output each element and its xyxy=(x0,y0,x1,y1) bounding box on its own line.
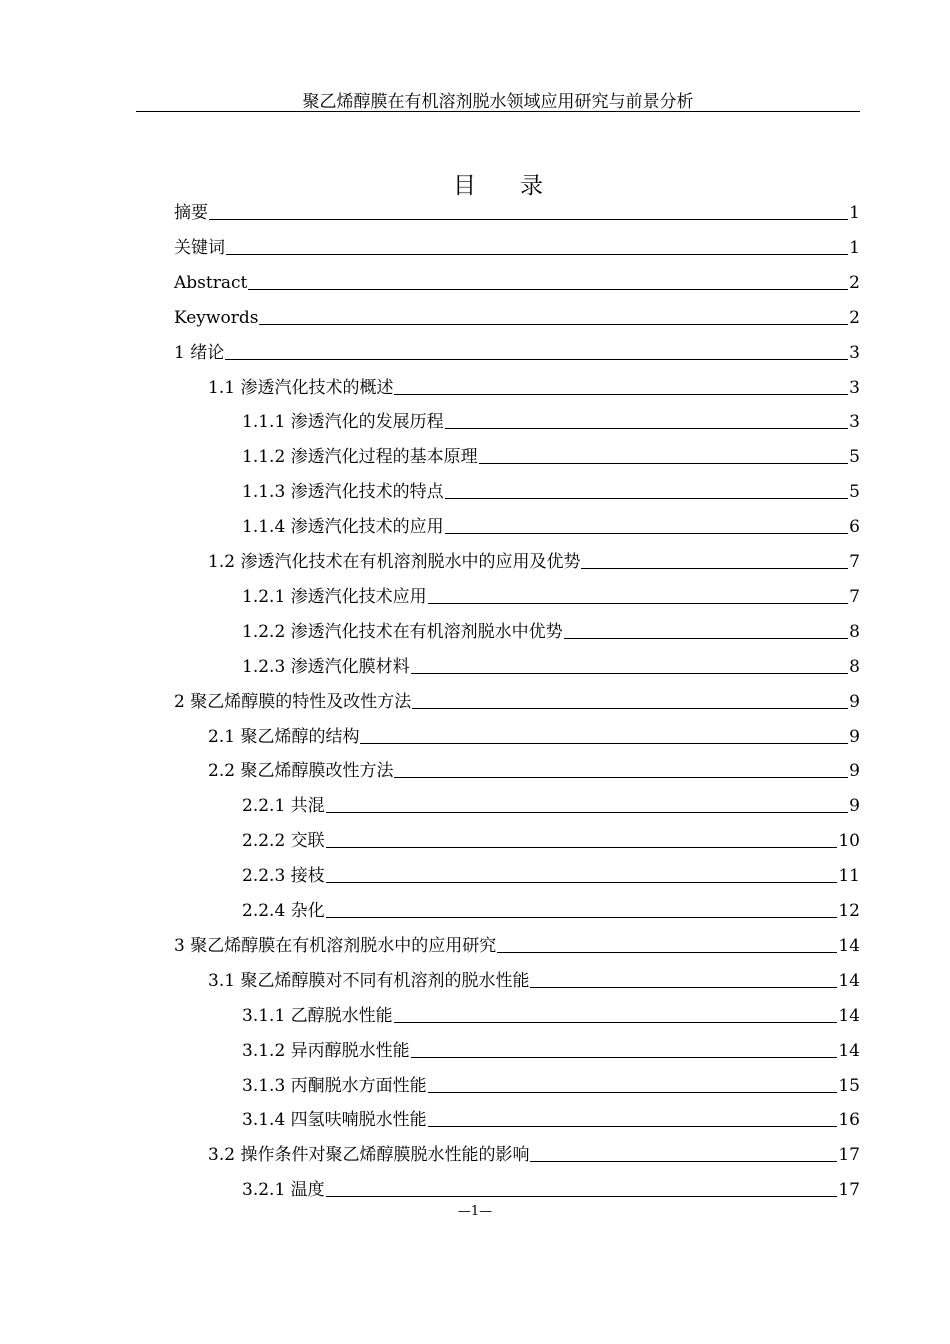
toc-entry[interactable] xyxy=(174,687,860,713)
toc-entry-page: 3 xyxy=(849,378,860,398)
toc-entry-page: 2 xyxy=(849,273,860,293)
toc-entry-label: 2.2.1 共混 xyxy=(242,796,325,816)
toc-entry-label: 1.1.4 渗透汽化技术的应用 xyxy=(242,517,444,537)
toc-entry-label: 2.2 聚乙烯醇膜改性方法 xyxy=(208,761,394,781)
toc-entry[interactable] xyxy=(242,407,860,433)
toc-entry-label: 2.2.3 接枝 xyxy=(242,866,325,886)
toc-entry-page: 12 xyxy=(838,901,860,921)
toc-entry-label: 1.1.1 渗透汽化的发展历程 xyxy=(242,412,444,432)
toc-entry-page: 9 xyxy=(849,727,860,747)
toc-entry[interactable] xyxy=(242,442,860,468)
toc-entry[interactable] xyxy=(242,617,860,643)
toc-entry-page: 9 xyxy=(849,761,860,781)
toc-entry-page: 14 xyxy=(838,936,860,956)
toc-entry[interactable] xyxy=(242,1036,860,1062)
toc-entry[interactable] xyxy=(174,303,860,329)
toc-leader-line xyxy=(225,359,848,360)
toc-entry[interactable] xyxy=(208,722,860,748)
toc-leader-line xyxy=(428,1126,838,1127)
toc-entry[interactable] xyxy=(174,198,860,224)
toc-leader-line xyxy=(445,428,849,429)
toc-entry-page: 10 xyxy=(838,831,860,851)
toc-leader-line xyxy=(428,1092,838,1093)
toc-entry-label: 1.2 渗透汽化技术在有机溶剂脱水中的应用及优势 xyxy=(208,552,581,572)
toc-entry-page: 2 xyxy=(849,308,860,328)
toc-entry[interactable] xyxy=(242,477,860,503)
toc-entry-page: 3 xyxy=(849,343,860,363)
toc-entry-page: 15 xyxy=(838,1076,860,1096)
toc-leader-line xyxy=(394,777,848,778)
toc-entry-label: 1.1.2 渗透汽化过程的基本原理 xyxy=(242,447,478,467)
toc-leader-line xyxy=(530,1161,837,1162)
toc-leader-line xyxy=(209,219,848,220)
toc-entry[interactable] xyxy=(174,268,860,294)
toc-leader-line xyxy=(248,289,848,290)
toc-entry-label: Keywords xyxy=(174,308,259,328)
toc-entry-page: 6 xyxy=(849,517,860,537)
toc-leader-line xyxy=(479,463,849,464)
toc-entry-page: 8 xyxy=(849,657,860,677)
toc-entry[interactable] xyxy=(208,547,860,573)
toc-leader-line xyxy=(564,638,849,639)
toc-entry[interactable] xyxy=(242,1175,860,1201)
toc-entry-label: 1.2.1 渗透汽化技术应用 xyxy=(242,587,427,607)
toc-entry[interactable] xyxy=(208,1140,860,1166)
toc-title: 目录 xyxy=(453,173,587,199)
toc-entry-label: 1.1.3 渗透汽化技术的特点 xyxy=(242,482,444,502)
toc-entry-label: 摘要 xyxy=(174,203,208,223)
toc-entry-page: 8 xyxy=(849,622,860,642)
toc-leader-line xyxy=(411,673,849,674)
toc-entry-page: 7 xyxy=(849,552,860,572)
toc-entry-label: 3.1.4 四氢呋喃脱水性能 xyxy=(242,1110,427,1130)
toc-entry[interactable] xyxy=(242,1105,860,1131)
toc-entry-label: 3.1.3 丙酮脱水方面性能 xyxy=(242,1076,427,1096)
toc-entry-label: 1 绪论 xyxy=(174,343,225,363)
toc-entry-page: 9 xyxy=(849,692,860,712)
toc-entry-page: 14 xyxy=(838,971,860,991)
toc-entry[interactable] xyxy=(242,826,860,852)
toc-entry-label: 2.2.4 杂化 xyxy=(242,901,325,921)
toc-entry[interactable] xyxy=(242,512,860,538)
toc-entry-label: 1.1 渗透汽化技术的概述 xyxy=(208,378,394,398)
toc-entry[interactable] xyxy=(242,1001,860,1027)
toc-entry-page: 11 xyxy=(838,866,860,886)
toc-entry-page: 9 xyxy=(849,796,860,816)
toc-entry-label: 3 聚乙烯醇膜在有机溶剂脱水中的应用研究 xyxy=(174,936,497,956)
toc-entry[interactable] xyxy=(208,966,860,992)
toc-entry-label: 2.1 聚乙烯醇的结构 xyxy=(208,727,360,747)
toc-entry-page: 5 xyxy=(849,482,860,502)
toc-entry-label: 1.2.2 渗透汽化技术在有机溶剂脱水中优势 xyxy=(242,622,563,642)
toc-leader-line xyxy=(326,1196,838,1197)
toc-leader-line xyxy=(326,917,838,918)
toc-entry-label: 3.2.1 温度 xyxy=(242,1180,325,1200)
toc-entry[interactable] xyxy=(242,791,860,817)
toc-leader-line xyxy=(445,533,849,534)
toc-entry[interactable] xyxy=(242,582,860,608)
toc-entry-page: 3 xyxy=(849,412,860,432)
toc-leader-line xyxy=(530,987,837,988)
toc-entry-page: 5 xyxy=(849,447,860,467)
toc-entry[interactable] xyxy=(174,931,860,957)
toc-leader-line xyxy=(497,952,837,953)
toc-entry-label: 3.1 聚乙烯醇膜对不同有机溶剂的脱水性能 xyxy=(208,971,530,991)
toc-leader-line xyxy=(394,1022,838,1023)
toc-entry-page: 16 xyxy=(838,1110,860,1130)
toc-leader-line xyxy=(445,498,849,499)
toc-entry-label: 2 聚乙烯醇膜的特性及改性方法 xyxy=(174,692,412,712)
toc-leader-line xyxy=(326,847,838,848)
toc-leader-line xyxy=(360,743,848,744)
toc-entry[interactable] xyxy=(208,373,860,399)
toc-entry[interactable] xyxy=(242,861,860,887)
toc-leader-line xyxy=(411,1057,838,1058)
toc-entry-label: 2.2.2 交联 xyxy=(242,831,325,851)
toc-entry-page: 14 xyxy=(838,1006,860,1026)
toc-entry-page: 1 xyxy=(849,203,860,223)
toc-leader-line xyxy=(226,254,848,255)
page-number: —1— xyxy=(457,1204,493,1219)
toc-entry-label: 3.1.2 异丙醇脱水性能 xyxy=(242,1041,410,1061)
running-header-title: 聚乙烯醇膜在有机溶剂脱水领域应用研究与前景分析 xyxy=(302,92,694,112)
toc-entry[interactable] xyxy=(242,652,860,678)
toc-leader-line xyxy=(326,882,838,883)
toc-entry[interactable] xyxy=(174,233,860,259)
toc-entry-page: 7 xyxy=(849,587,860,607)
toc-entry-label: 3.2 操作条件对聚乙烯醇膜脱水性能的影响 xyxy=(208,1145,530,1165)
toc-entry-page: 17 xyxy=(838,1145,860,1165)
toc-entry-label: 关键词 xyxy=(174,238,225,258)
toc-entry-page: 1 xyxy=(849,238,860,258)
toc-entry[interactable] xyxy=(242,1071,860,1097)
toc-leader-line xyxy=(394,394,848,395)
toc-entry[interactable] xyxy=(174,338,860,364)
toc-leader-line xyxy=(412,708,848,709)
toc-entry[interactable] xyxy=(208,756,860,782)
toc-entry-page: 17 xyxy=(838,1180,860,1200)
toc-leader-line xyxy=(581,568,848,569)
toc-leader-line xyxy=(428,603,849,604)
toc-entry-label: Abstract xyxy=(174,273,248,293)
toc-entry-label: 3.1.1 乙醇脱水性能 xyxy=(242,1006,393,1026)
toc-entry-label: 1.2.3 渗透汽化膜材料 xyxy=(242,657,410,677)
toc-entry-page: 14 xyxy=(838,1041,860,1061)
toc-leader-line xyxy=(326,812,849,813)
toc-leader-line xyxy=(259,324,848,325)
toc-entry[interactable] xyxy=(242,896,860,922)
